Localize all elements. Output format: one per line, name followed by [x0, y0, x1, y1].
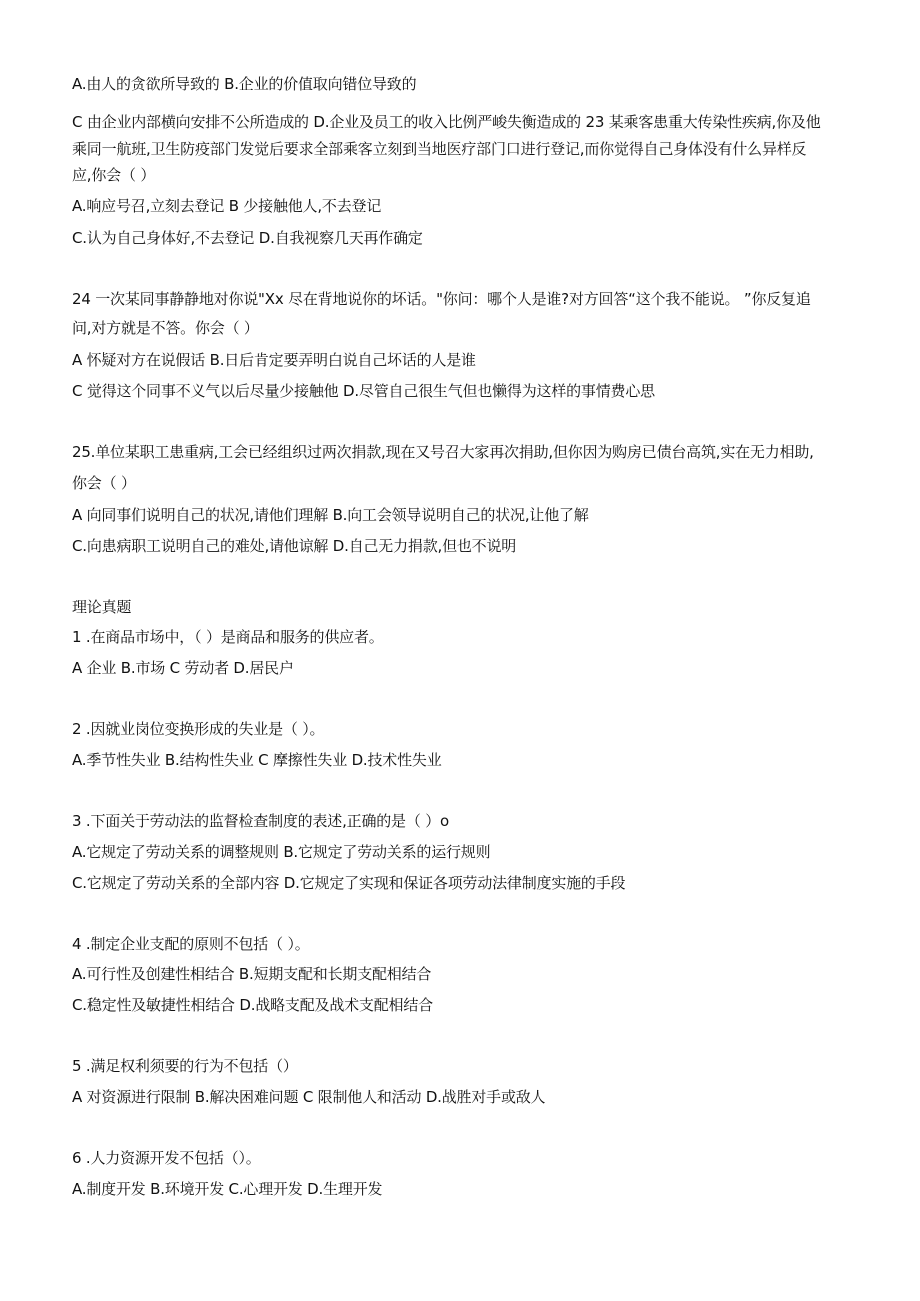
- theory-q3-options-cd: C.它规定了劳动关系的全部内容 D.它规定了实现和保证各项劳动法律制度实施的手段: [72, 874, 626, 892]
- q25-stem-end: 你会（ ）: [72, 474, 136, 492]
- theory-q2-options: A.季节性失业 B.结构性失业 C 摩擦性失业 D.技术性失业: [72, 751, 442, 769]
- theory-q5-stem: 5 .满足权利须要的行为不包括（）: [72, 1057, 298, 1075]
- section-heading: 理论真题: [72, 598, 132, 616]
- q23-stem-end: 应,你会（ ）: [72, 166, 156, 184]
- q25-stem-line: 25.单位某职工患重病,工会已经组织过两次捐款,现在又号召大家再次捐助,但你因为购房已债台高筑,实在无力相助,: [72, 443, 814, 461]
- q25-options-ab: A 向同事们说明自己的状况,请他们理解 B.向工会领导说明自己的状况,让他了解: [72, 506, 589, 524]
- theory-q4-options-cd: C.稳定性及敏捷性相结合 D.战略支配及战术支配相结合: [72, 996, 433, 1014]
- q24-stem-line: 24 一次某同事静静地对你说"Xx 尽在背地说你的坏话。"你问：哪个人是谁?对方回答“这个我不能说。 ”你反复追: [72, 290, 811, 308]
- q23-stem-line: 乘同一航班,卫生防疫部门发觉后要求全部乘客立刻到当地医疗部门口进行登记,而你觉得自己身体没有什么异样反: [72, 140, 807, 158]
- theory-q4-options-ab: A.可行性及创建性相结合 B.短期支配和长期支配相结合: [72, 965, 432, 983]
- q24-stem-end: 问,对方就是不答。你会（ ）: [72, 319, 259, 337]
- q22-options-ab: A.由人的贪欲所导致的 B.企业的价值取向错位导致的: [72, 75, 417, 93]
- theory-q5-options: A 对资源进行限制 B.解决困难问题 C 限制他人和活动 D.战胜对手或敌人: [72, 1088, 546, 1106]
- q24-options-ab: A 怀疑对方在说假话 B.日后肯定要弄明白说自己坏话的人是谁: [72, 351, 476, 369]
- theory-q3-options-ab: A.它规定了劳动关系的调整规则 B.它规定了劳动关系的运行规则: [72, 843, 491, 861]
- theory-q6-options: A.制度开发 B.环境开发 C.心理开发 D.生理开发: [72, 1180, 383, 1198]
- q23-options-ab: A.响应号召,立刻去登记 B 少接触他人,不去登记: [72, 197, 382, 215]
- q23-options-cd: C.认为自己身体好,不去登记 D.自我视察几天再作确定: [72, 229, 423, 247]
- q25-options-cd: C.向患病职工说明自己的难处,请他谅解 D.自己无力捐款,但也不说明: [72, 537, 517, 555]
- theory-q6-stem: 6 .人力资源开发不包括（）。: [72, 1149, 261, 1167]
- theory-q2-stem: 2 .因就业岗位变换形成的失业是（ ）。: [72, 720, 325, 738]
- theory-q1-options: A 企业 B.市场 C 劳动者 D.居民户: [72, 659, 294, 677]
- q24-options-cd: C 觉得这个同事不义气以后尽量少接触他 D.尽管自己很生气但也懒得为这样的事情费心思: [72, 382, 655, 400]
- theory-q4-stem: 4 .制定企业支配的原则不包括（ ）。: [72, 935, 310, 953]
- theory-q3-stem: 3 .下面关于劳动法的监督检查制度的表述,正确的是（ ）o: [72, 812, 449, 830]
- q22-options-cd-q23-stem: C 由企业内部横向安排不公所造成的 D.企业及员工的收入比例严峻失衡造成的 23 某乘客患重大传染性疾病,你及他: [72, 113, 821, 131]
- theory-q1-stem: 1 .在商品市场中，（ ）是商品和服务的供应者。: [72, 628, 384, 646]
